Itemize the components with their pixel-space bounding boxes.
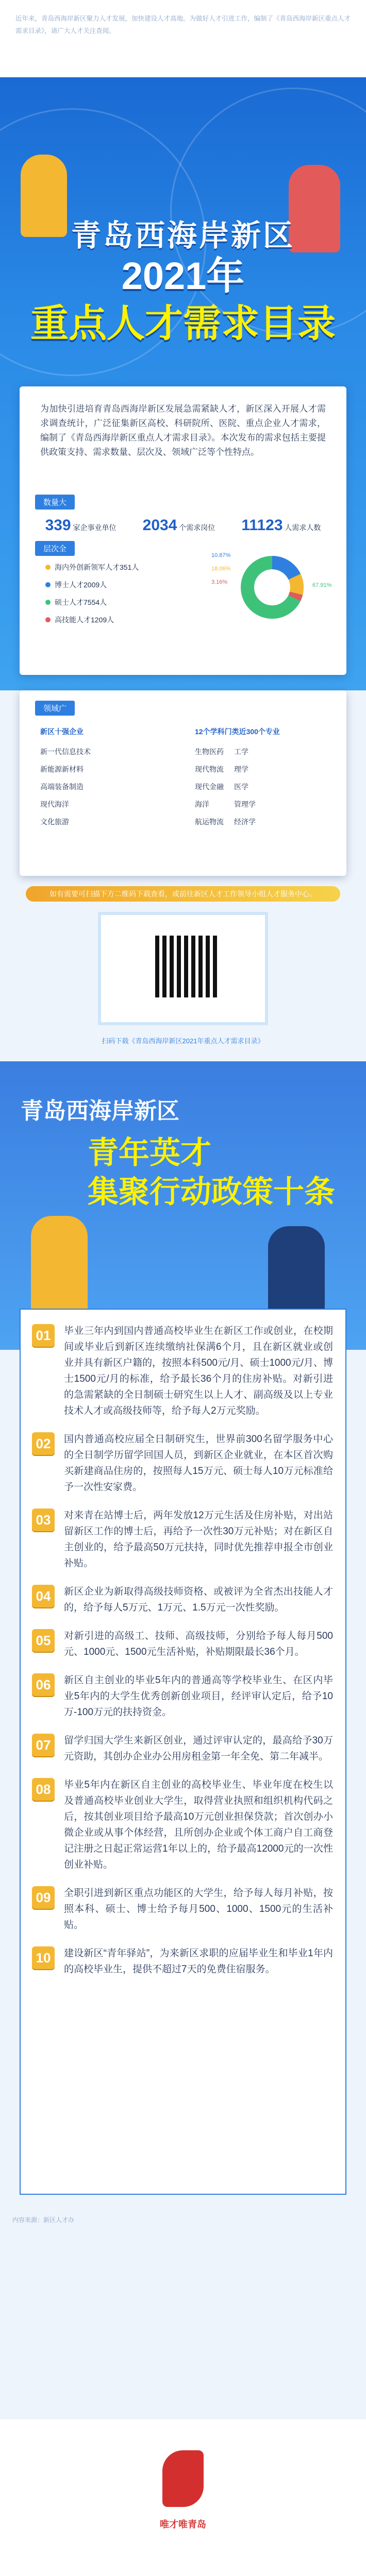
- policy-item: 04 新区企业为新取得高级技师资格、或被评为全省杰出技能人才的，给予每人5万元、1万元、1.5万元一次性奖励。: [21, 1578, 345, 1622]
- level-section: [20, 541, 346, 623]
- field-item: 生物医药: [195, 748, 224, 756]
- policy-hero-sub1: 青年英才: [88, 1136, 211, 1170]
- survey-intro: 为加快引进培育青岛西海岸新区发展急需紧缺人才，新区深入开展人才需求调查统计，广泛征集新区高校、科研院所、医院、重点企业人才需求，编制了《青岛西海岸新区重点人才需求目录》。本次发布的需求包括主要提供政策支持、需求数量、层次及、领域广泛等个性特点。: [40, 404, 326, 457]
- field-tag: 领域广: [35, 701, 75, 716]
- level-tag: 层次全: [35, 541, 75, 556]
- policy-hero-sub2: 集聚行动政策十条: [88, 1175, 335, 1209]
- field-right: [195, 726, 334, 831]
- field-card: [20, 690, 346, 876]
- field-item: 工学: [234, 748, 248, 756]
- hero-title: 青岛西海岸新区: [71, 219, 295, 252]
- policy-item: 02 国内普通高校应届全日制研究生，世界前300名留学服务中心的全日制学历留学回国人员，到新区企业就业，在本区首次购买新建商品住房的，按照每人15万元、硕士每人10万元标准给予一次性安家费。: [21, 1425, 345, 1501]
- field-item: 管理学: [234, 800, 256, 808]
- level-item: 海内外创新领军人才351人: [45, 558, 139, 576]
- field-item: 理学: [234, 765, 248, 773]
- field-right-list: [195, 743, 334, 831]
- field-item: 新能源新材料: [40, 765, 84, 773]
- field-item: 经济学: [234, 818, 256, 826]
- hero-subtitle: [0, 252, 366, 347]
- field-item: 新一代信息技术: [40, 748, 91, 756]
- hero-subtitle-year: 2021年: [121, 255, 245, 297]
- level-item: 硕士人才7554人: [45, 594, 139, 611]
- field-left-list: [40, 743, 174, 831]
- policy-hero: [0, 1061, 366, 1350]
- donut-label: 10.87%: [211, 552, 231, 558]
- field-left-title: 新区十强企业: [40, 727, 84, 736]
- stats-section: [20, 495, 346, 539]
- logo-mark-icon: [162, 2450, 204, 2507]
- stats-row: [20, 510, 346, 539]
- policy-list: [20, 1309, 346, 2195]
- policy-item: 05 对新引进的高级工、技师、高级技师，分别给予每人每月500元、1000元、1500元生活补贴，补贴期限最长36个月。: [21, 1622, 345, 1666]
- field-right-title: 12个学科门类近300个专业: [195, 727, 280, 736]
- policy-item: 07 留学归国大学生来新区创业，通过评审认定的，最高给予30万元资助，其创办企业办公用房租金第一年全免、第二年减半。: [21, 1726, 345, 1771]
- field-item: 高端装备制造: [40, 783, 84, 791]
- field-item: 海洋: [195, 800, 209, 808]
- donut-label: 18.06%: [211, 566, 231, 572]
- policy-item: 06 新区自主创业的毕业5年内的普通高等学校毕业生、在区内毕业5年内的大学生优秀创新创业项目，经评审认定后，给予10万-100万元的扶持资金。: [21, 1666, 345, 1726]
- donut-label: 3.16%: [211, 579, 228, 585]
- qr-pattern: [155, 936, 217, 997]
- policy-item: 01 毕业三年内到国内普通高校毕业生在新区工作或创业，在校期间或毕业后到新区连续缴纳社保满6个月，且在新区就业或创业并具有新区户籍的，按照本科500元/月、硕士1000元/月、博士1500元/月的标准，给予最长36个月的住房补贴。对新引进的急需紧缺的全日制硕士研究生以上人才、副高级及以上专业技术人才或高级技师等，给予每人2万元奖励。: [21, 1317, 345, 1425]
- stat-people: 11123 人需求人数: [241, 517, 321, 534]
- level-list: [45, 558, 139, 629]
- logo-text: 唯才唯青岛: [160, 2519, 206, 2530]
- level-donut-chart: [236, 551, 308, 623]
- level-item: 高技能人才1209人: [45, 611, 139, 629]
- stat-units: 339 家企事业单位: [45, 517, 117, 534]
- catalog-qr-code[interactable]: [98, 912, 268, 1025]
- stat-positions: 2034 个需求岗位: [142, 517, 215, 534]
- policy-item: 09 全职引进到新区重点功能区的大学生，给予每人每月补贴，按照本科、硕士、博士给予每月500、1000、1500元的生活补贴。: [21, 1879, 345, 1939]
- field-item: 航运物流: [195, 818, 224, 826]
- field-item: 现代金融: [195, 783, 224, 791]
- stats-card: [20, 386, 346, 675]
- policy-item: 03 对来青在站博士后，两年发放12万元生活及住房补贴，对出站留新区工作的博士后，再给予一次性30万元补贴；对在新区自主创业的，给予最高50万元扶持，同时优先推荐申报全市创业补贴。: [21, 1501, 345, 1578]
- field-item: 现代海洋: [40, 800, 69, 808]
- hero-banner: [0, 77, 366, 690]
- hero-subtitle-main: 重点人才需求目录: [30, 302, 336, 345]
- field-left: [40, 726, 174, 831]
- field-item: 现代物流: [195, 765, 224, 773]
- field-item: 文化旅游: [40, 818, 69, 826]
- policy-hero-subtitle: [88, 1133, 335, 1212]
- policy-hero-title: 青岛西海岸新区: [21, 1098, 179, 1124]
- intro-text: 近年来，青岛西海岸新区聚力人才发展，加快建设人才高地。为做好人才引进工作，编制了《青岛西海岸新区重点人才需求目录》，请广大人才关注查阅。: [0, 0, 366, 77]
- policy-item: 10 建设新区“青年驿站”，为来新区求职的应届毕业生和毕业1年内的高校毕业生，提供不超过7天的免费住宿服务。: [21, 1939, 345, 1984]
- qr-caption: 扫码下载《青岛西海岸新区2021年重点人才需求目录》: [102, 1037, 264, 1045]
- donut-label: 67.91%: [312, 582, 332, 588]
- athlete-figure: [268, 1226, 325, 1319]
- athlete-figure: [31, 1216, 88, 1319]
- logo-area: [0, 2419, 366, 2576]
- cta-bar: 如有需要可扫描下方二维码下载查看，或前往新区人才工作领导小组人才服务中心。: [26, 886, 340, 902]
- footer: [0, 2419, 366, 2576]
- field-section: [20, 690, 346, 716]
- source-note: 内容来源：新区人才办: [12, 2216, 75, 2224]
- policy-item: 08 毕业5年内在新区自主创业的高校毕业生、毕业年度在校生以及普通高校毕业创业大学生，取得营业执照和组织机构代码之后，按其创业项目给予最高10万元创业担保贷款；首次创办小微企业或从事个体经营，且所创办企业或个体工商户自工商登记注册之日起正常运营1年以上的，给予最高12000元的一次性创业补贴。: [21, 1771, 345, 1879]
- stats-tag: 数量大: [35, 495, 75, 510]
- level-item: 博士人才2009人: [45, 576, 139, 594]
- field-item: 医学: [234, 783, 248, 791]
